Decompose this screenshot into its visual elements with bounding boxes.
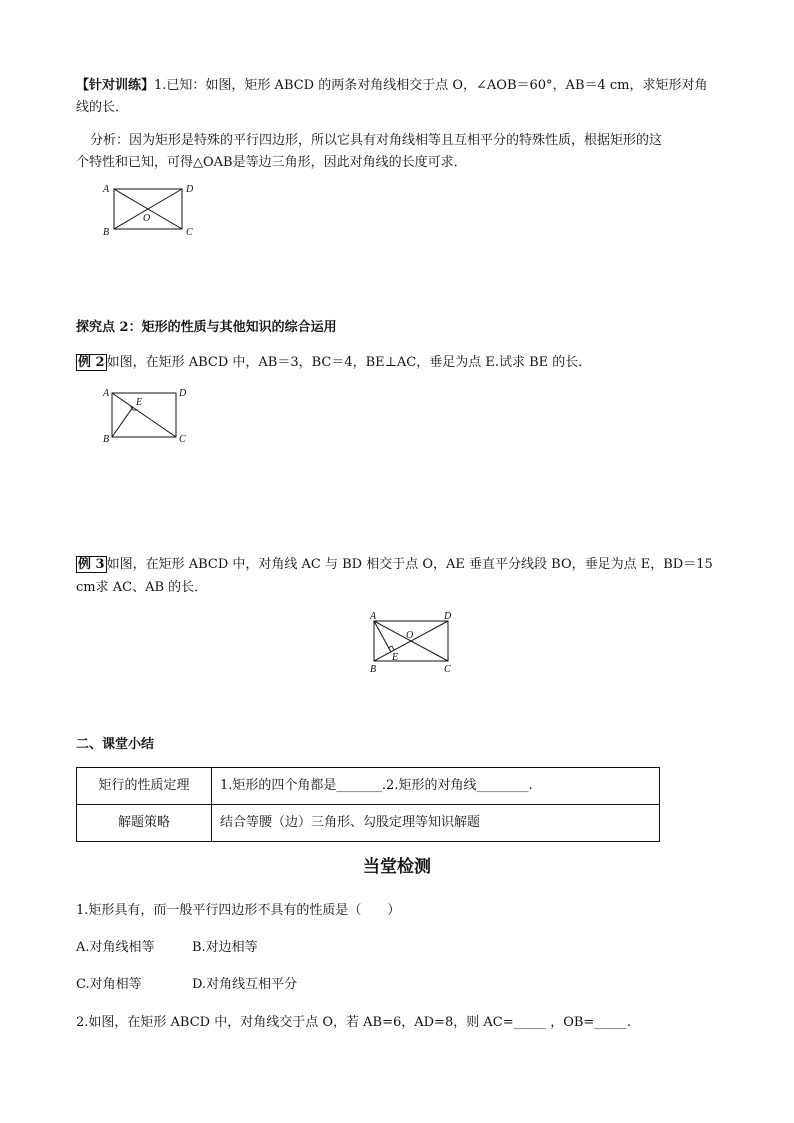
fig3-label-a: A — [370, 611, 377, 622]
fig2-label-d: D — [179, 388, 187, 399]
example-3-text: 如图，在矩形 ABCD 中，对角线 AC 与 BD 相交于点 O，AE 垂直平分线段 BO，垂足为点 E，BD＝15 — [106, 557, 713, 572]
example-3-line2: cm求 AC、AB 的长． — [76, 580, 208, 595]
fig2-diagonal-ac — [112, 393, 176, 437]
summary-row1-body: 1.矩形的四个角都是_______.2.矩形的对角线________. — [212, 768, 660, 805]
example-2-label: 例 2 — [78, 355, 105, 370]
fig3-label-o: O — [406, 630, 414, 641]
question-1-option-c: C.对角相等 — [76, 977, 142, 992]
fig2-label-a: A — [103, 388, 110, 399]
summary-table — [76, 767, 660, 842]
figure-2-rectangle — [100, 384, 195, 446]
practice-analysis-line1: 分析：因为矩形是特殊的平行四边形，所以它具有对角线相等且互相平分的特殊性质，根据矩形的这 — [90, 133, 663, 148]
practice-tag: 【针对训练】 — [76, 78, 155, 93]
practice-line2: 线的长． — [76, 100, 129, 115]
section-2-title: 探究点 2：矩形的性质与其他知识的综合运用 — [76, 320, 337, 335]
test-title: 当堂检测 — [363, 857, 431, 877]
fig3-label-b: B — [370, 664, 377, 675]
practice-line1: 1.已知：如图，矩形 ABCD 的两条对角线相交于点 O，∠AOB＝60°，AB＝4 cm，求矩形对角 — [154, 78, 708, 93]
fig1-label-d: D — [186, 184, 194, 195]
example-3-line1 — [76, 554, 726, 576]
summary-row — [77, 768, 660, 805]
summary-title: 二、课堂小结 — [76, 737, 155, 752]
fig1-label-b: B — [103, 227, 110, 238]
fig2-segment-be — [112, 407, 133, 437]
question-2: 2.如图，在矩形 ABCD 中，对角线交于点 O，若 AB=6，AD=8，则 AC=_____ ，OB=_____. — [76, 1015, 631, 1030]
example-3-label: 例 3 — [78, 557, 105, 572]
summary-row — [77, 805, 660, 842]
fig3-label-e: E — [392, 652, 399, 663]
practice-question — [76, 75, 726, 97]
example-2 — [76, 352, 726, 374]
summary-row1-head: 矩行的性质定理 — [77, 768, 212, 805]
figure-3-rectangle — [366, 608, 461, 678]
fig1-label-o: O — [143, 213, 151, 224]
practice-analysis-line2: 个特性和已知，可得△OAB是等边三角形，因此对角线的长度可求． — [76, 155, 467, 170]
fig3-label-c: C — [444, 664, 451, 675]
fig1-label-a: A — [103, 184, 110, 195]
figure-1-rectangle — [100, 180, 210, 242]
fig1-label-c: C — [186, 227, 193, 238]
example-2-text: 如图，在矩形 ABCD 中，AB＝3，BC＝4，BE⊥AC，垂足为点 E.试求 BE 的长． — [106, 355, 592, 370]
fig2-label-b: B — [103, 434, 110, 445]
question-1: 1.矩形具有，而一般平行四边形不具有的性质是（ ） — [76, 903, 401, 918]
fig2-label-c: C — [179, 434, 186, 445]
summary-row2-head: 解题策略 — [77, 805, 212, 842]
fig3-label-d: D — [444, 611, 452, 622]
question-1-option-b: B.对边相等 — [192, 940, 258, 955]
question-1-option-a: A.对角线相等 — [76, 940, 155, 955]
fig2-label-e: E — [136, 397, 143, 408]
summary-row2-body: 结合等腰（边）三角形、勾股定理等知识解题 — [212, 805, 660, 842]
question-1-option-d: D.对角线互相平分 — [192, 977, 298, 992]
